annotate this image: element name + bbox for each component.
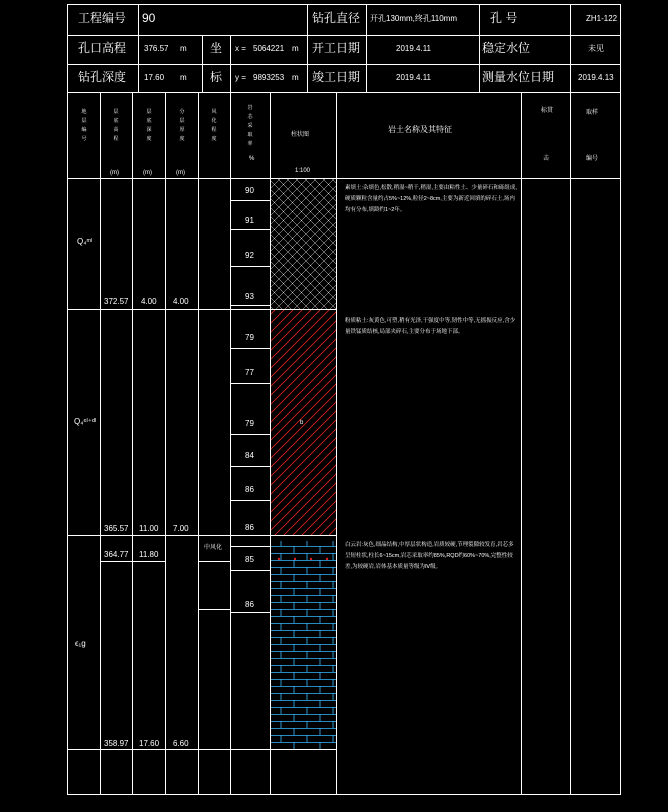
col-scale: 1:100 [295, 168, 311, 174]
depth-label: 钻孔深度 [78, 70, 127, 84]
layer-1-recovery-2: 91 [245, 216, 254, 225]
depth-value: 17.60 [144, 73, 165, 82]
layer-1-recovery-4: 93 [245, 292, 254, 301]
col-column-diagram-header: 柱状图 [291, 132, 310, 138]
col-layer-code-header: 地层编号 [81, 109, 87, 142]
elevation-label: 孔口高程 [78, 41, 127, 55]
end-date-value: 2019.4.11 [396, 73, 431, 82]
layer-3-weathering: 中风化 [204, 545, 223, 551]
y-label: y = [235, 73, 246, 82]
col-bottom-depth-unit: (m) [143, 170, 152, 176]
hole-no-label: 孔 号 [490, 11, 518, 25]
layer-2-bottom-depth: 11.00 [139, 524, 159, 533]
stable-water-label: 稳定水位 [482, 41, 531, 55]
layer-3-bottom-elev: 358.97 [104, 739, 129, 748]
col-recovery-header: 岩芯采取率 [247, 105, 253, 147]
col-thickness-header: 分层厚度 [179, 109, 185, 142]
layer-2-bottom-elev: 365.57 [104, 524, 129, 533]
x-unit: m [292, 44, 299, 53]
layer-2-recovery-5: 86 [245, 485, 254, 494]
layer-3-sub-depth: 11.80 [139, 550, 159, 559]
fill-layer-silty-clay [271, 310, 336, 535]
water-date-value: 2019.4.13 [578, 73, 614, 82]
layer-2-recovery-1: 79 [245, 333, 254, 342]
layer-2-symbol: b [300, 420, 304, 426]
start-date-value: 2019.4.11 [396, 44, 431, 53]
layer-2-recovery-2: 77 [245, 368, 254, 377]
col-weathering-header: 风化程度 [211, 109, 217, 142]
layer-1-bottom-depth: 4.00 [141, 297, 157, 306]
layer-3-recovery-2: 86 [245, 600, 254, 609]
project-no-value: 90 [142, 11, 156, 25]
layer-3-code: ϵ₁g [75, 639, 86, 648]
layer-3-recovery-1: 85 [245, 555, 254, 564]
col-description-header: 岩土名称及其特征 [388, 125, 452, 134]
col-bottom-elev-unit: (m) [110, 170, 119, 176]
end-date-label: 竣工日期 [312, 70, 361, 84]
col-recovery-unit: % [249, 156, 255, 162]
col-thickness-unit: (m) [176, 170, 185, 176]
water-date-label: 测量水位日期 [482, 70, 555, 84]
layer-2-code: Q₄ᵉˡ⁺ᵈˡ [74, 417, 97, 426]
borehole-diameter-value: 开孔130mm,终孔110mm [370, 14, 457, 23]
layer-1-recovery-3: 92 [245, 251, 254, 260]
x-value: 5064221 [253, 44, 285, 53]
fill-layer-dolomite [271, 541, 336, 749]
fill-layer-fill-soil [271, 179, 336, 309]
elevation-unit: m [180, 44, 187, 53]
layer-2-recovery-4: 84 [245, 451, 254, 460]
y-value: 9893253 [253, 73, 285, 82]
hole-no-value: ZH1-122 [586, 14, 618, 23]
layer-2-thickness: 7.00 [173, 524, 189, 533]
layer-1-thickness: 4.00 [173, 297, 189, 306]
col-bottom-elev-header: 层底高程 [113, 109, 119, 142]
layer-1-description: 素填土:杂填色,松散,稍湿~稍干,稍湿,主要由粘性土、少量碎石和砾组成,硬质颗粒含量约占5%~12%,粒径2~8cm,主要为新近回填的碎石土,场内均有分布,填龄约1~2年。 [345, 185, 517, 213]
layer-2-description: 粉质粘土:灰黄色,可塑,稍有光泽,干强度中等,韧性中等,无摇振反应,含少量铁锰质结核,局部夹碎石,主要分布于场地下部。 [345, 318, 516, 335]
col-sample-header: 取样 [586, 110, 599, 116]
layer-1-recovery-1: 90 [245, 186, 254, 195]
depth-unit: m [180, 73, 187, 82]
project-no-label: 工程编号 [78, 11, 127, 25]
x-label: x = [235, 44, 246, 53]
col-spt-unit: 击 [543, 156, 550, 162]
layer-1-bottom-elev: 372.57 [104, 297, 129, 306]
layer-3-thickness: 6.60 [173, 739, 189, 748]
layer-2-recovery-3: 79 [245, 419, 254, 428]
borehole-diameter-label: 钻孔直径 [312, 11, 361, 25]
layer-3-sub-elev: 364.77 [104, 550, 129, 559]
y-unit: m [292, 73, 299, 82]
elevation-value: 376.57 [144, 44, 169, 53]
col-spt-header: 标贯 [541, 108, 554, 114]
layer-3-description: 白云岩:灰色,细晶结构,中厚层状构造,岩质较硬,节理裂隙较发育,岩芯多呈短柱状,柱长6~15cm,岩芯采取率约85%,RQD约60%~70%,完整性较差,为较硬岩,岩体基本质量等级为Ⅳ级。 [345, 542, 514, 570]
layer-1-code: Q₄ᵐˡ [77, 237, 93, 246]
col-sample-unit: 编号 [586, 156, 599, 162]
stable-water-value: 未见 [588, 44, 604, 53]
layer-3-bottom-depth: 17.60 [139, 739, 160, 748]
layer-2-recovery-6: 86 [245, 523, 254, 532]
coord-label-2: 标 [210, 70, 223, 84]
col-bottom-depth-header: 层底深度 [146, 109, 152, 142]
start-date-label: 开工日期 [312, 41, 361, 55]
coord-label-1: 坐 [210, 41, 223, 55]
